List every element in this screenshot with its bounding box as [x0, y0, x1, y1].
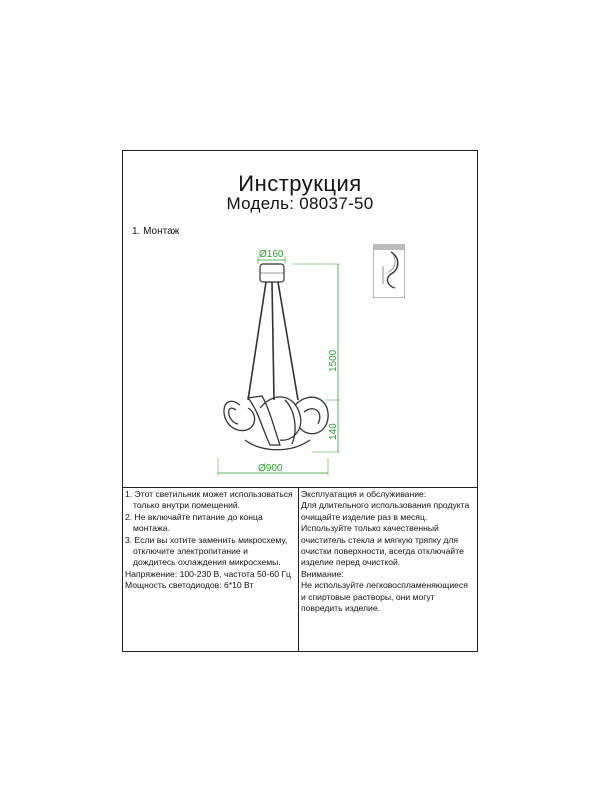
model-number: Модель: 08037-50: [226, 194, 374, 213]
maintenance-line: изделие перед очисткой.: [301, 557, 401, 568]
mounting-thumbnail: [373, 244, 405, 298]
section-heading-mounting: 1. Монтаж: [132, 226, 180, 237]
warning-line: Не используйте легковоспламеняющиеся: [301, 580, 468, 591]
safety-note-line: отключите электропитание и: [133, 546, 248, 557]
body-height-dim-label: 140: [328, 423, 339, 440]
safety-notes-column: [125, 489, 299, 592]
height-dim-label: 1500: [328, 349, 339, 372]
safety-note-line: 3. Если вы хотите заменить микросхему,: [125, 534, 288, 545]
maintenance-column: [301, 489, 476, 614]
led-power-spec: Мощность светодиодов: 6*10 Вт: [125, 580, 254, 591]
voltage-spec: Напряжение: 100-230 В, частота 50-60 Гц: [125, 568, 291, 579]
safety-note-line: монтажа.: [133, 523, 170, 534]
safety-note-line: дождитесь охлаждения микросхемы.: [133, 557, 281, 568]
document-title: Инструкция: [238, 171, 362, 196]
maintenance-heading: Эксплуатация и обслуживание:: [301, 489, 427, 499]
maintenance-line: очиститель стекла и мягкую тряпку для: [301, 534, 459, 545]
table-divider-horizontal: [122, 487, 478, 488]
diameter-dim-label: Ø900: [258, 463, 283, 474]
chandelier-drawing: [200, 240, 370, 480]
ribbon-body: [224, 396, 328, 450]
suspension-cable: [272, 282, 274, 400]
maintenance-line: очистки поверхности, всегда отключайте: [301, 546, 464, 557]
canopy-dim-label: Ø160: [259, 249, 284, 260]
suspension-cable: [248, 282, 266, 400]
warning-line: повредить изделие.: [301, 603, 381, 614]
maintenance-line: Используйте только качественный: [301, 523, 439, 534]
maintenance-line: Для длительного использования продукта: [301, 500, 470, 511]
warning-line: и спиртовые растворы, они могут: [301, 591, 435, 602]
warning-heading: Внимание:: [301, 568, 344, 579]
safety-note-line: 2. Не включайте питание до конца: [125, 511, 263, 522]
safety-note-line: только внутри помещений.: [133, 500, 241, 511]
safety-note-line: 1. Этот светильник может использоваться: [125, 489, 293, 499]
maintenance-line: очищайте изделие раз в месяц.: [301, 511, 428, 522]
suspension-cable: [278, 282, 298, 400]
